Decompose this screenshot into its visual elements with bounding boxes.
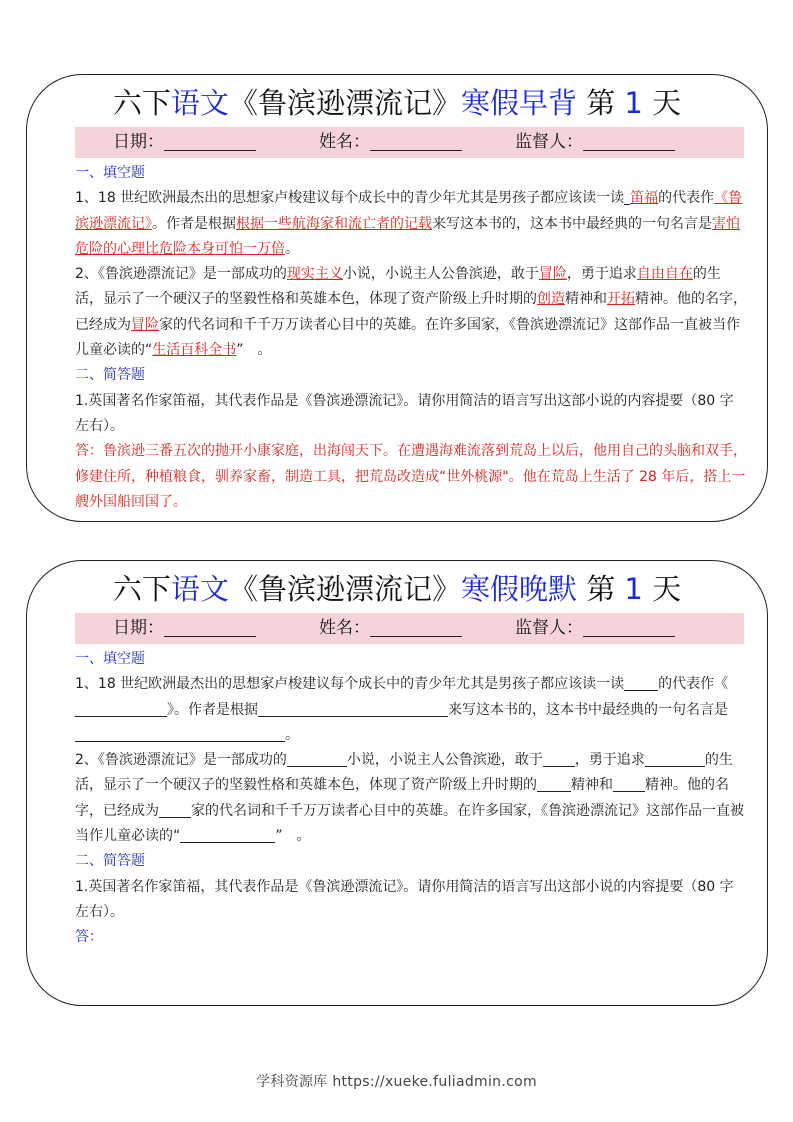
card-content [75, 161, 747, 515]
section-heading-short-answer: 二、简答题 [75, 367, 145, 384]
section-heading-fill-blank: 一、填空题 [75, 165, 145, 181]
blank[interactable] [613, 774, 645, 792]
morning-recite-card [26, 74, 768, 522]
blank[interactable] [75, 699, 167, 717]
date-field: 日期： [113, 613, 256, 644]
blank[interactable] [159, 800, 191, 818]
footer-source: 学科资源库 https://xueke.fuliadmin.com [256, 1074, 537, 1090]
question-1: 1、18 世纪欧洲最杰出的思想家卢梭建议每个成长中的青少年尤其是男孩子都应该读一读 的代表作《》。作者是根据 来写这本书的，这本书中最经典的一句名言是。 [75, 672, 747, 748]
date-field: 日期： [113, 127, 256, 158]
evening-dictation-card [26, 560, 768, 1006]
name-field: 姓名： [319, 127, 462, 158]
question-3: 1.英国著名作家笛福，其代表作品是《鲁滨逊漂流记》。请你用简洁的语言写出这部小说的内容提要（80 字左右）。 [75, 878, 734, 920]
info-bar [75, 613, 744, 644]
answer-text: 答：鲁滨逊三番五次的抛开小康家庭，出海闯天下。在遭遇海难流落到荒岛上以后，他用自己的头脑和双手，修建住所，种植粮食，驯养家畜，制造工具，把荒岛改造成“世外桃源"。他在荒岛上生活了 28 年后，搭上一艘外国船回国了。 [75, 443, 747, 510]
blank[interactable] [543, 749, 575, 767]
card-title: 六下语文《鲁滨逊漂流记》寒假早背 第 1 天 [112, 86, 682, 120]
blank[interactable] [258, 699, 448, 717]
question-2: 2、《鲁滨逊漂流记》是一部成功的 小说，小说主人公鲁滨逊，敢于 ，勇于追求 的生活，显示了一个硬汉子的坚毅性格和英雄本色，体现了资产阶级上升时期的 精神和 精神。他的名字，已经成为 家的代名词和千千万万读者心目中的英雄。在许多国家，《鲁滨逊漂流记》这部作品一直被当作儿童必读的“ ” 。 [75, 748, 747, 849]
supervisor-field: 监督人： [515, 127, 675, 158]
answer-label: 答： [75, 929, 103, 946]
blank[interactable] [624, 673, 658, 691]
blank[interactable] [537, 774, 571, 792]
section-heading-fill-blank: 一、填空题 [75, 651, 145, 667]
name-field: 姓名： [319, 613, 462, 644]
blank[interactable] [287, 749, 347, 767]
blank[interactable] [180, 825, 275, 843]
question-2: 2、《鲁滨逊漂流记》是一部成功的现实主义小说，小说主人公鲁滨逊，敢于冒险，勇于追求自由自在的生活，显示了一个硬汉子的坚毅性格和英雄本色，体现了资产阶级上升时期的创造精神和开拓精神。他的名字，已经成为冒险家的代名词和千千万万读者心目中的英雄。在许多国家，《鲁滨逊漂流记》这部作品一直被当作儿童必读的“生活百科全书” 。 [75, 266, 747, 359]
section-heading-short-answer: 二、简答题 [75, 853, 145, 870]
card-content [75, 647, 747, 951]
question-1: 1、18 世纪欧洲最杰出的思想家卢梭建议每个成长中的青少年尤其是男孩子都应该读一读 笛福的代表作《鲁滨逊漂流记》。作者是根据根据一些航海家和流亡者的记载来写这本书的，这本书中最经典的一句名言是害怕危险的心理比危险本身可怕一万倍。 [75, 186, 747, 262]
question-3: 1.英国著名作家笛福，其代表作品是《鲁滨逊漂流记》。请你用简洁的语言写出这部小说的内容提要（80 字左右）。 [75, 392, 734, 434]
blank[interactable] [645, 749, 705, 767]
info-bar [75, 127, 744, 158]
card-title: 六下语文《鲁滨逊漂流记》寒假晚默 第 1 天 [112, 572, 682, 606]
supervisor-field: 监督人： [515, 613, 675, 644]
blank[interactable] [75, 724, 285, 742]
